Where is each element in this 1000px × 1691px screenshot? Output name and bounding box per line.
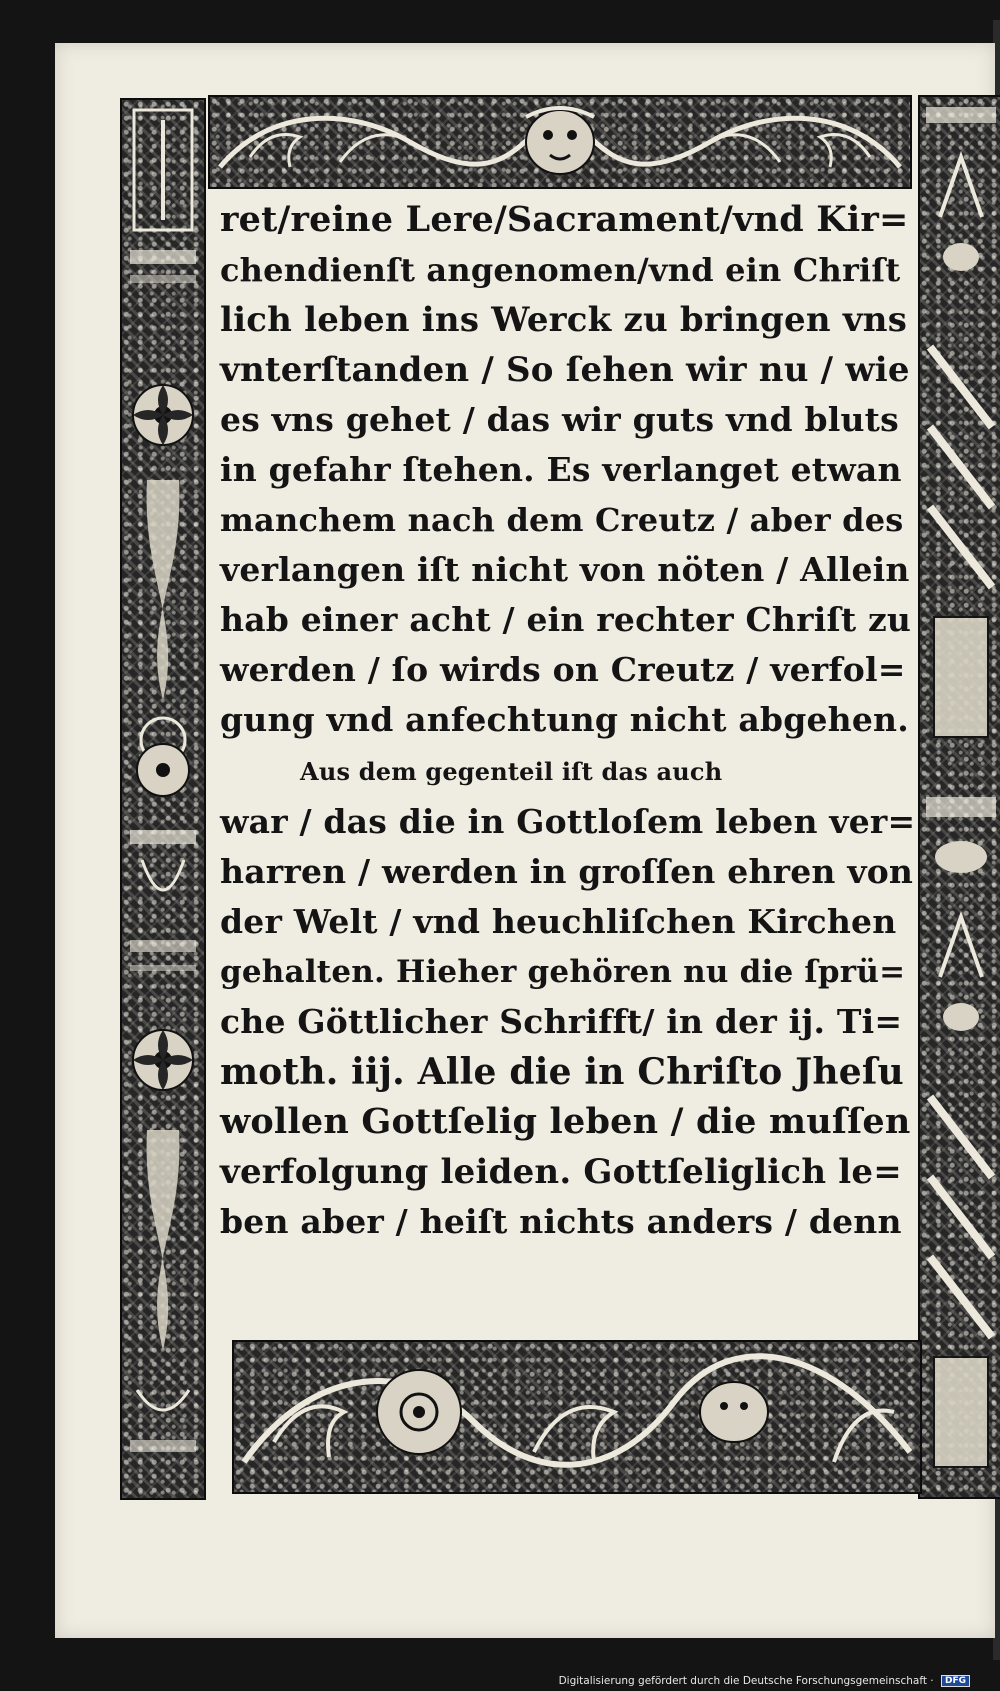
- text-line: lich leben ins Werck zu bringen vns: [220, 300, 908, 340]
- credit-text: Digitalisierung gefördert durch die Deutsche Forschungsgemeinschaft ·: [558, 1675, 934, 1687]
- right-ornament-border: [918, 95, 1000, 1499]
- candelabra-rosette-column-ornament: [122, 100, 204, 1498]
- text-line: gehalten. Hieher gehören nu die ſprü=: [220, 954, 906, 990]
- text-line: war / das die in Gottloſem leben ver=: [220, 802, 916, 841]
- left-ornament-border: [120, 98, 206, 1500]
- text-line: vnterſtanden / So ſehen wir nu / wie: [220, 350, 910, 390]
- top-ornament-border: [208, 95, 912, 189]
- text-line: es vns gehet / das wir guts vnd bluts: [220, 400, 899, 439]
- mask-face-foliage-ornament: [210, 97, 910, 187]
- digitization-credit: [559, 1675, 970, 1687]
- text-line: manchem nach dem Creutz / aber des: [220, 501, 904, 539]
- bottom-ornament-border: [232, 1340, 922, 1494]
- text-line: verlangen iſt nicht von nöten / Allein: [220, 550, 910, 589]
- text-line: verfolgung leiden. Gottſeliglich le=: [220, 1152, 902, 1192]
- text-line: harren / werden in groſſen ehren von: [220, 852, 914, 891]
- text-line: gung vnd anfechtung nicht abgehen.: [220, 700, 909, 739]
- text-line: ret/reine Lere/Sacrament/vnd Kir=: [220, 199, 909, 240]
- candelabra-vase-column-ornament: [920, 97, 1000, 1497]
- text-line: wollen Gottſelig leben / die muſſen: [220, 1101, 911, 1142]
- text-line: werden / ſo wirds on Creutz / verfol=: [220, 650, 906, 689]
- dfg-logo: DFG: [941, 1675, 970, 1687]
- text-line: che Göttlicher Schrifft/ in der ij. Ti=: [220, 1002, 903, 1041]
- text-line: in gefahr ſtehen. Es verlanget etwan: [220, 450, 902, 489]
- acanthus-scroll-flower-ornament: [234, 1342, 920, 1492]
- text-line: Aus dem gegenteil iſt das auch: [300, 757, 723, 786]
- text-line: ben aber / heiſt nichts anders / denn: [220, 1202, 902, 1241]
- text-line: chendienſt angenomen/vnd ein Chriſt: [220, 251, 901, 289]
- text-line: der Welt / vnd heuchliſchen Kirchen: [220, 902, 897, 941]
- main-text-block: [220, 195, 915, 1325]
- text-line: hab einer acht / ein rechter Chriſt zu: [220, 600, 912, 639]
- text-line: moth. iij. Alle die in Chriſto Jheſu: [220, 1051, 904, 1093]
